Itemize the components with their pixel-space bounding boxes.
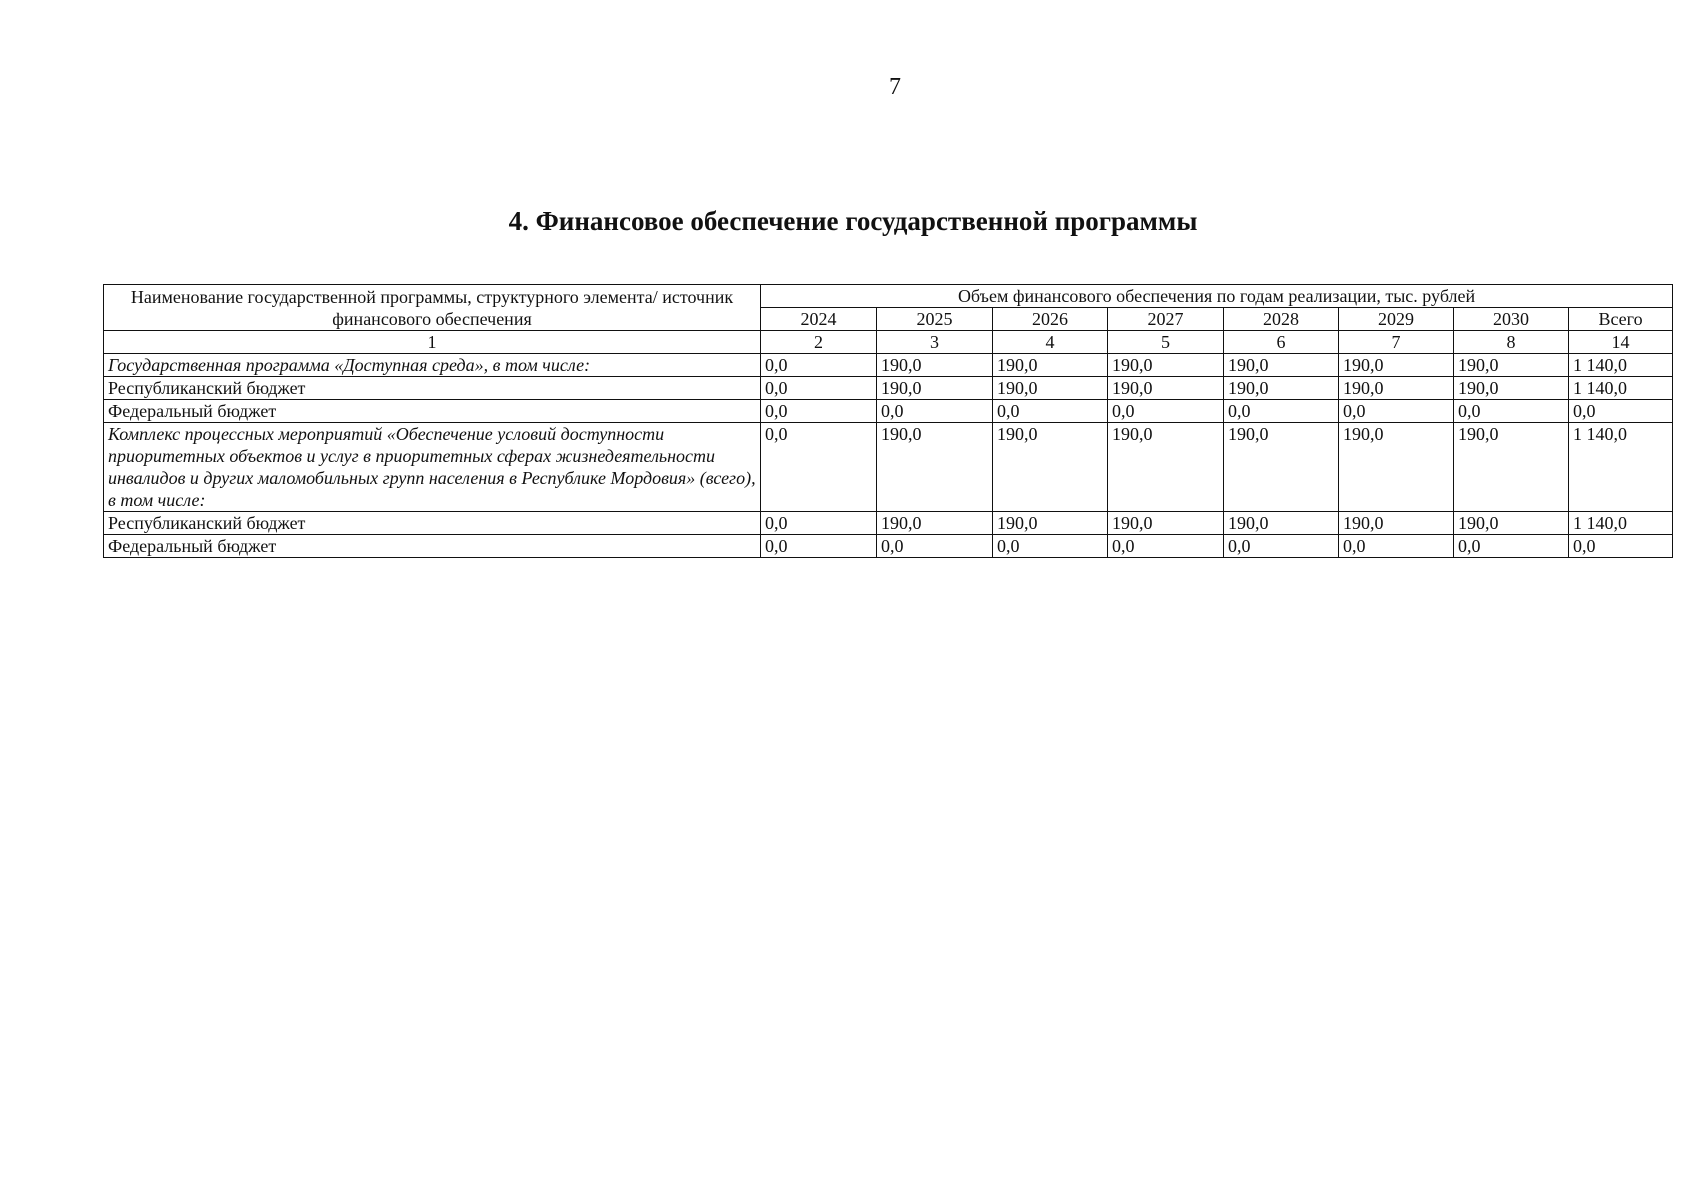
row-name: Федеральный бюджет	[104, 535, 761, 558]
row-value: 190,0	[1454, 354, 1569, 377]
row-value: 190,0	[1339, 377, 1454, 400]
column-number: 14	[1569, 331, 1673, 354]
column-number: 8	[1454, 331, 1569, 354]
row-value: 190,0	[993, 423, 1108, 512]
row-value: 190,0	[1454, 512, 1569, 535]
header-year: 2024	[761, 308, 877, 331]
header-volume-cell: Объем финансового обеспечения по годам реализации, тыс. рублей	[761, 285, 1673, 308]
header-name-cell: Наименование государственной программы, структурного элемента/ источник финансового обеспечения	[104, 285, 761, 331]
row-value: 0,0	[761, 400, 877, 423]
table-row	[104, 377, 1673, 400]
row-value: 190,0	[1224, 423, 1339, 512]
row-value: 0,0	[1224, 400, 1339, 423]
header-total: Всего	[1569, 308, 1673, 331]
row-value: 190,0	[1108, 512, 1224, 535]
row-value: 0,0	[993, 535, 1108, 558]
table-row	[104, 535, 1673, 558]
row-total: 1 140,0	[1569, 423, 1673, 512]
row-value: 190,0	[877, 423, 993, 512]
row-value: 190,0	[1224, 377, 1339, 400]
header-year: 2029	[1339, 308, 1454, 331]
column-number-row	[104, 331, 1673, 354]
row-value: 190,0	[1108, 377, 1224, 400]
header-row-1	[104, 285, 1673, 308]
header-year: 2030	[1454, 308, 1569, 331]
row-name: Республиканский бюджет	[104, 377, 761, 400]
header-year: 2026	[993, 308, 1108, 331]
row-value: 190,0	[877, 377, 993, 400]
row-value: 0,0	[761, 535, 877, 558]
table-row	[104, 400, 1673, 423]
column-number: 7	[1339, 331, 1454, 354]
row-value: 190,0	[1454, 423, 1569, 512]
column-number: 3	[877, 331, 993, 354]
row-value: 0,0	[1108, 400, 1224, 423]
row-value: 0,0	[993, 400, 1108, 423]
column-number: 6	[1224, 331, 1339, 354]
row-value: 0,0	[1339, 535, 1454, 558]
row-name: Федеральный бюджет	[104, 400, 761, 423]
row-value: 190,0	[1224, 512, 1339, 535]
table-row	[104, 512, 1673, 535]
row-value: 190,0	[993, 377, 1108, 400]
row-value: 0,0	[1224, 535, 1339, 558]
row-value: 190,0	[1339, 512, 1454, 535]
row-total: 1 140,0	[1569, 377, 1673, 400]
row-value: 190,0	[1108, 354, 1224, 377]
header-year: 2027	[1108, 308, 1224, 331]
page-number: 7	[889, 74, 901, 100]
row-value: 0,0	[761, 423, 877, 512]
funding-table	[103, 284, 1673, 558]
column-number: 5	[1108, 331, 1224, 354]
section-title: 4. Финансовое обеспечение государственной программы	[508, 206, 1198, 236]
row-value: 0,0	[761, 377, 877, 400]
row-value: 0,0	[761, 512, 877, 535]
column-number: 1	[104, 331, 761, 354]
row-name: Комплекс процессных мероприятий «Обеспечение условий доступности приоритетных объектов и услуг в приоритетных сферах жизнедеятельности инвалидов и других маломобильных групп населения в Республике Мордовия» (всего), в том числе:	[104, 423, 761, 512]
row-value: 0,0	[877, 535, 993, 558]
header-year: 2025	[877, 308, 993, 331]
table-row	[104, 423, 1673, 512]
row-total: 0,0	[1569, 400, 1673, 423]
row-value: 0,0	[761, 354, 877, 377]
row-value: 0,0	[1454, 535, 1569, 558]
row-value: 190,0	[1454, 377, 1569, 400]
row-value: 190,0	[993, 354, 1108, 377]
row-total: 0,0	[1569, 535, 1673, 558]
row-name: Республиканский бюджет	[104, 512, 761, 535]
row-total: 1 140,0	[1569, 354, 1673, 377]
row-total: 1 140,0	[1569, 512, 1673, 535]
row-value: 190,0	[993, 512, 1108, 535]
header-year: 2028	[1224, 308, 1339, 331]
row-value: 190,0	[1339, 354, 1454, 377]
row-name: Государственная программа «Доступная среда», в том числе:	[104, 354, 761, 377]
row-value: 190,0	[1108, 423, 1224, 512]
row-value: 0,0	[1454, 400, 1569, 423]
row-value: 190,0	[877, 512, 993, 535]
column-number: 2	[761, 331, 877, 354]
row-value: 190,0	[1339, 423, 1454, 512]
row-value: 190,0	[877, 354, 993, 377]
row-value: 0,0	[877, 400, 993, 423]
row-value: 0,0	[1339, 400, 1454, 423]
row-value: 190,0	[1224, 354, 1339, 377]
row-value: 0,0	[1108, 535, 1224, 558]
column-number: 4	[993, 331, 1108, 354]
table-row	[104, 354, 1673, 377]
